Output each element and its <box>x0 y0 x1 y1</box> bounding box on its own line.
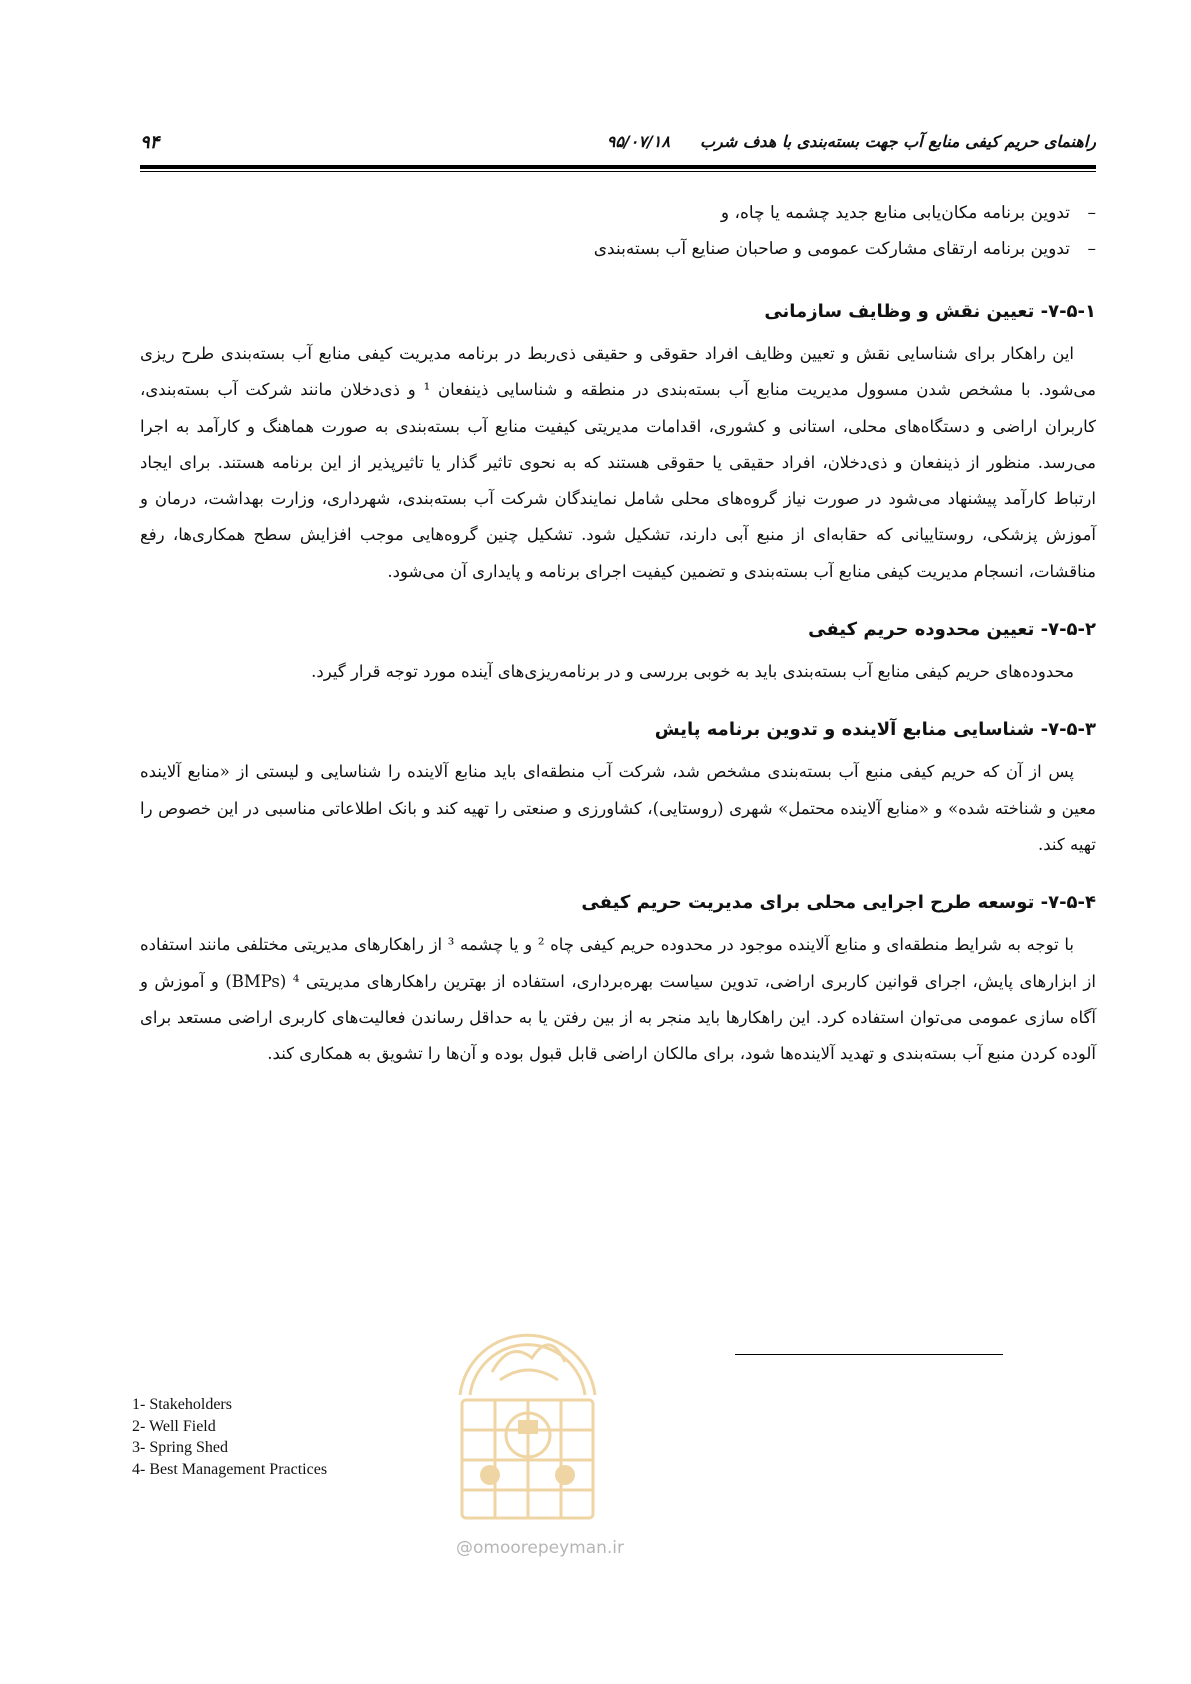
list-item <box>140 232 1096 268</box>
footnote: 3- Spring Shed <box>132 1439 228 1456</box>
paragraph: محدوده‌های حریم کیفی منابع آب بسته‌بندی باید به خوبی بررسی و در برنامه‌ریزی‌های آینده مورد توجه قرار گیرد. <box>311 662 1074 682</box>
footnotes <box>132 1394 492 1480</box>
list-item <box>140 196 1096 232</box>
paragraph: پس از آن که حریم کیفی منبع آب بسته‌بندی مشخص شد، شرکت آب منطقه‌ای باید منابع آلاینده را شناسایی و لیستی از «منابع آلاینده معین و شناخته شده» و «منابع آلاینده محتمل» شهری (روستایی)، کشاورزی و صنعتی را تهیه کند و بانک اطلاعاتی مناسبی در این خصوص را تهیه کند. <box>140 762 1096 854</box>
watermark-seal-icon <box>440 1300 615 1530</box>
main-content <box>140 196 1096 1072</box>
bullet-text: تدوین برنامه ارتقای مشارکت عمومی و صاحبان صنایع آب بسته‌بندی <box>593 239 1070 259</box>
footnote: 2- Well Field <box>132 1417 216 1435</box>
bullet-list <box>140 196 1096 268</box>
bullet-marker: – <box>1087 203 1096 223</box>
header-rule-thin <box>140 171 1096 172</box>
header-rule-thick <box>140 165 1096 169</box>
section-heading: ۷-۵-۳- شناسایی منابع آلاینده و تدوین برنامه پایش <box>654 719 1096 741</box>
running-title <box>607 132 1096 151</box>
running-date: ۹۵/۰۷/۱۸ <box>606 132 670 151</box>
bullet-marker: – <box>1087 239 1096 259</box>
running-title-text: راهنمای حریم کیفی منابع آب جهت بسته‌بندی با هدف شرب <box>699 132 1096 151</box>
bullet-text: تدوین برنامه مکان‌یابی منابع جدید چشمه یا چاه، و <box>720 203 1070 223</box>
watermark-url: @omoorepeyman.ir <box>456 1538 625 1558</box>
footnote: 1- Stakeholders <box>132 1396 232 1413</box>
paragraph: با توجه به شرایط منطقه‌ای و منابع آلاینده موجود در محدوده حریم کیفی چاه ² و یا چشمه ³ از راهکارهای مدیریتی مختلفی مانند استفاده از ابزارهای پایش، اجرای قوانین کاربری اراضی، تدوین سیاست بهره‌برداری، استفاده از بهترین راهکارهای مدیریتی ⁴ (BMPs) و آموزش و آگاه سازی عمومی می‌توان استفاده کرد. این راهکارها باید منجر به از بین رفتن یا به حداقل رساندن فعالیت‌های کاربری اراضی مستعد برای آلوده کردن منبع آب بسته‌بندی و تهدید آلاینده‌ها شود، برای مالکان اراضی قابل قبول بوده و آن‌ها را تشویق به همکاری کند. <box>140 935 1096 1064</box>
footnote: 4- Best Management Practices <box>132 1460 328 1478</box>
section-heading: ۷-۵-۲- تعیین محدوده حریم کیفی <box>808 619 1096 641</box>
paragraph: این راهکار برای شناسایی نقش و تعیین وظایف افراد حقوقی و حقیقی ذی‌ربط در برنامه مدیریت کیفی منابع آب بسته‌بندی طرح ریزی می‌شود. با مشخص شدن مسوول مدیریت منابع آب بسته‌بندی در منطقه و شناسایی ذینفعان ¹ و ذی‌دخلان مانند شرکت آب بسته‌بندی، کاربران اراضی و دستگاه‌های محلی، استانی و کشوری، اقدامات مدیریتی کیفیت منابع آب بسته‌بندی به صورت هماهنگ و کارآمد به اجرا می‌رسد. منظور از ذینفعان و ذی‌دخلان، افراد حقیقی یا حقوقی هستند که به نحوی تاثیر گذار یا تاثیرپذیر از این برنامه هستند. برای ایجاد ارتباط کارآمد پیشنهاد می‌شود در صورت نیاز گروه‌های محلی شامل نمایندگان شرکت آب بسته‌بندی، شهرداری، وزارت بهداشت، درمان و آموزش پزشکی، روستاییانی که حقابه‌ای از منبع آبی دارند، تشکیل شود. تشکیل چنین گروه‌هایی موجب افزایش سطح همکاری‌ها، رفع مناقشات، انسجام مدیریت کیفی منابع آب بسته‌بندی و تضمین کیفیت اجرای برنامه و پایداری آن می‌شود. <box>140 344 1097 581</box>
footnote-separator <box>735 1354 1003 1355</box>
page-number: ۹۴ <box>140 132 160 153</box>
running-header <box>140 128 1096 160</box>
section-heading: ۷-۵-۱- تعیین نقش و وظایف سازمانی <box>764 301 1096 322</box>
section-heading: ۷-۵-۴- توسعه طرح اجرایی محلی برای مدیریت حریم کیفی <box>581 892 1096 914</box>
